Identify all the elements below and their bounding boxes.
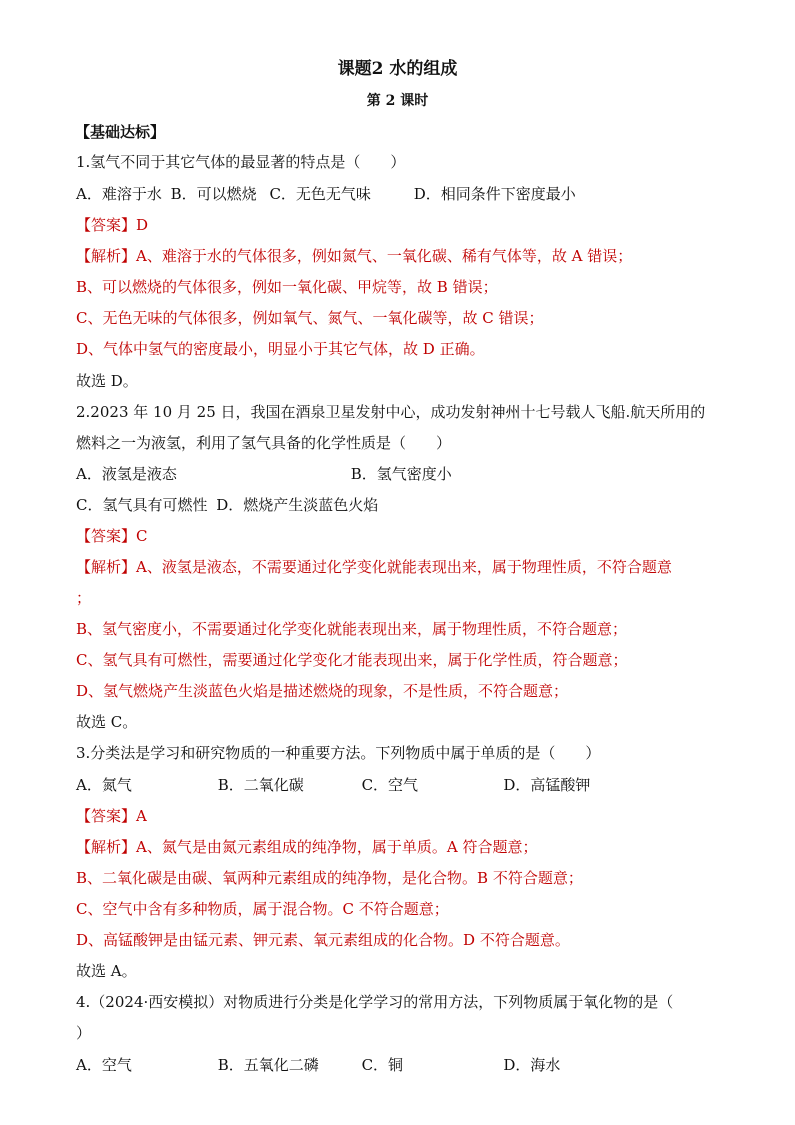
- question-2-options-row-2: [76, 495, 378, 515]
- question-4-options: [76, 1055, 560, 1075]
- question-4-stem: ）: [76, 1024, 92, 1042]
- answer-value: A: [136, 807, 147, 825]
- answer-label: 【答案】: [76, 527, 137, 545]
- option-c: C．空气: [361, 776, 419, 794]
- option-d: D．燃烧产生淡蓝色火焰: [216, 496, 379, 514]
- analysis-label: 【解析】: [76, 838, 137, 856]
- question-2-answer: [76, 526, 148, 546]
- question-2-stem: 燃料之一为液氢，利用了氢气具备的化学性质是（ ）: [76, 434, 452, 452]
- question-1-analysis-line: D、气体中氢气的密度最小，明显小于其它气体，故 D 正确。: [76, 340, 485, 358]
- option-b: B．二氧化碳: [217, 776, 304, 794]
- section-heading: 【基础达标】: [75, 123, 166, 141]
- question-3-analysis-line: B、二氧化碳是由碳、氧两种元素组成的纯净物，是化合物。B 不符合题意；: [76, 869, 583, 887]
- question-2-analysis-line: B、氢气密度小，不需要通过化学变化就能表现出来，属于物理性质，不符合题意；: [76, 620, 628, 638]
- answer-label: 【答案】: [76, 216, 137, 234]
- analysis-label: 【解析】: [76, 558, 137, 576]
- question-3-analysis-line: [76, 837, 537, 857]
- analysis-text: A、液氢是液态，不需要通过化学变化就能表现出来，属于物理性质，不符合题意: [136, 558, 672, 576]
- option-c: C．氢气具有可燃性: [76, 496, 208, 514]
- page-subtitle: 第 2 课时: [366, 93, 429, 109]
- question-1-stem: 1.氢气不同于其它气体的最显著的特点是（ ）: [76, 153, 406, 171]
- question-2-analysis-line: [76, 557, 672, 577]
- option-b: B．氢气密度小: [350, 465, 452, 483]
- option-c: C．无色无气味: [269, 185, 371, 203]
- option-b: B．五氧化二磷: [217, 1056, 319, 1074]
- option-b: B．可以燃烧: [170, 185, 257, 203]
- answer-value: C: [136, 527, 148, 545]
- question-3-analysis-line: D、高锰酸钾是由锰元素、钾元素、氧元素组成的化合物。D 不符合题意。: [76, 931, 570, 949]
- option-a: A．难溶于水: [76, 185, 162, 203]
- option-c: C．铜: [361, 1056, 404, 1074]
- question-3-stem: 3.分类法是学习和研究物质的一种重要方法。下列物质中属于单质的是（ ）: [76, 744, 601, 762]
- question-2-options-row-1: [76, 464, 452, 484]
- analysis-text: A、氮气是由氮元素组成的纯净物，属于单质。A 符合题意；: [136, 838, 538, 856]
- question-1-analysis-line: [76, 246, 632, 266]
- option-d: D．高锰酸钾: [503, 776, 591, 794]
- question-3-conclusion: 故选 A。: [76, 962, 137, 980]
- option-d: D．海水: [503, 1056, 561, 1074]
- option-a: A．空气: [76, 1056, 132, 1074]
- question-2-conclusion: 故选 C。: [76, 713, 138, 731]
- question-2-analysis-line: ；: [76, 589, 92, 607]
- question-2-stem: 2.2023 年 10 月 25 日，我国在酒泉卫星发射中心，成功发射神州十七号载人飞船.航天所用的: [76, 403, 706, 421]
- question-3-options: [76, 775, 590, 795]
- question-2-analysis-line: C、氢气具有可燃性，需要通过化学变化才能表现出来，属于化学性质，符合题意；: [76, 651, 628, 669]
- question-4-stem: 4.（2024·西安模拟）对物质进行分类是化学学习的常用方法，下列物质属于氧化物的是（: [76, 993, 674, 1011]
- option-a: A．氮气: [76, 776, 132, 794]
- page-title: 课题2 水的组成: [337, 59, 458, 79]
- answer-label: 【答案】: [76, 807, 137, 825]
- question-1-conclusion: 故选 D。: [76, 372, 138, 390]
- option-a: A．液氢是液态: [76, 465, 177, 483]
- question-1-analysis-line: B、可以燃烧的气体很多，例如一氧化碳、甲烷等，故 B 错误；: [76, 278, 498, 296]
- question-3-analysis-line: C、空气中含有多种物质，属于混合物。C 不符合题意；: [76, 900, 449, 918]
- question-1-analysis-line: C、无色无味的气体很多，例如氧气、氮气、一氧化碳等，故 C 错误；: [76, 309, 544, 327]
- question-3-answer: [76, 806, 147, 826]
- question-2-analysis-line: D、氢气燃烧产生淡蓝色火焰是描述燃烧的现象，不是性质，不符合题意；: [76, 682, 569, 700]
- analysis-text: A、难溶于水的气体很多，例如氮气、一氧化碳、稀有气体等，故 A 错误；: [136, 247, 633, 265]
- analysis-label: 【解析】: [76, 247, 137, 265]
- question-1-answer: [76, 215, 148, 235]
- question-1-options: [76, 184, 576, 204]
- answer-value: D: [136, 216, 149, 234]
- option-d: D．相同条件下密度最小: [413, 185, 576, 203]
